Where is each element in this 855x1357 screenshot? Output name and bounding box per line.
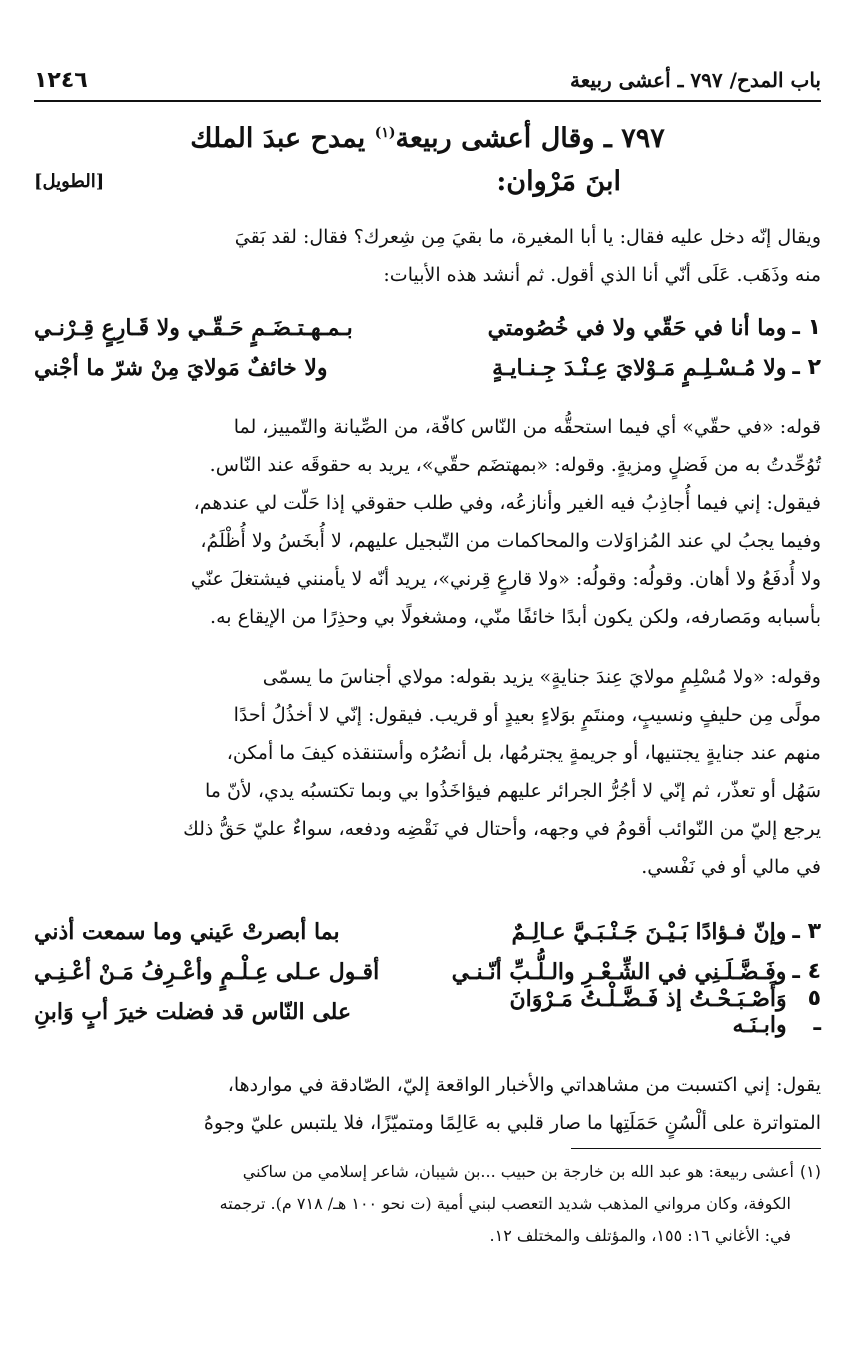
verse-line bbox=[34, 986, 821, 1038]
poem-title-main: ٧٩٧ ـ وقال أعشى ربيعة bbox=[395, 123, 665, 154]
verse-number: ٣ ـ bbox=[792, 919, 821, 944]
verse-number: ٥ ـ bbox=[807, 986, 821, 1036]
text-line: ويقال إنّه دخل عليه فقال: يا أبا المغيرة، ما بقيَ مِن شِعرك؟ فقال: لقد بَقيَ bbox=[234, 226, 821, 248]
commentary-paragraph-2 bbox=[34, 658, 821, 886]
text-line: يقول: إني اكتسبت من مشاهداتي والأخبار الواقعة إليّ، الصّادقة في مواردها، bbox=[227, 1074, 821, 1096]
text-line: منه وذَهَب. عَلَى أنّي أنا الذي أقول. ثم أنشد هذه الأبيات: bbox=[383, 264, 821, 286]
verse-second-hemistich: على النّاس قد فضلت خيرَ أبٍ وَابنِ bbox=[34, 999, 352, 1025]
verse-second-hemistich: أقـول عـلى عِـلْـمٍ وأعْـرِفُ مَـنْ أعْـنِـي bbox=[34, 959, 380, 985]
page-header bbox=[34, 60, 821, 102]
verses-group-2 bbox=[34, 912, 821, 1038]
footnote-line: الكوفة، وكان مرواني المذهب شديد التعصب لبني أمية (ت نحو ١٠٠ هـ/ ٧١٨ م). ترجمته bbox=[219, 1194, 791, 1213]
text-line: قوله: «في حقّي» أي فيما استحقُّه من النّاس كافّة، من الصِّيانة والتّمييز، لما bbox=[233, 416, 821, 438]
text-line: بأسبابه ومَصارفه، ولكن يكون أبدًا خائفًا منّي، ومشغولًا بي وحذِرًا من الإيقاع به. bbox=[210, 606, 821, 628]
verse-first-text: وإنّ فـؤادًا بَـيْـنَ جَـنْـبَـيَّ عـالِـمٌ bbox=[511, 919, 787, 945]
verse-first-hemistich bbox=[451, 355, 821, 381]
verse-first-hemistich bbox=[451, 986, 821, 1038]
verse-first-hemistich bbox=[451, 959, 821, 985]
verse-number: ٤ ـ bbox=[792, 959, 821, 984]
verse-line bbox=[34, 912, 821, 952]
footnote-marker: (١) bbox=[374, 125, 396, 141]
footnote-text: أعشى ربيعة: هو عبد الله بن خارجة بن حبيب ...بن شيبان، شاعر إسلامي من ساكني bbox=[242, 1162, 794, 1181]
text-line: يرجع إليّ من النّوائب أقومُ في وجهه، وأحتال في نَقْضِه ودفعه، سواءٌ عليّ حَقُّ ذلك bbox=[183, 818, 821, 840]
text-line: مولًى مِن حليفٍ ونسيبٍ، ومنتَمٍ بوَلاءٍ بعيدٍ أو قريب. فيقول: إنّي لا أخذُلُ أحدًا bbox=[233, 704, 821, 726]
verse-first-text: وما أنا في حَقّي ولا في خُصُومتي bbox=[487, 315, 787, 341]
text-line: منهم عند جنايةٍ يجتنيها، أو جريمةٍ يجترمُها، بل أنصُرُه وأستنقذه كيفَ ما أمكن، bbox=[226, 742, 821, 764]
verse-second-hemistich: ولا خائفٌ مَولايَ مِنْ شرّ ما أجْني bbox=[34, 355, 328, 381]
verse-second-hemistich: بـمـهـتـضَـمٍ حَـقّـي ولا قَـارِعٍ قِـرْنـي bbox=[34, 315, 353, 341]
verse-first-text: ولا مُـسْـلِـمٍ مَـوْلايَ عِـنْـدَ جِـنـايـةٍ bbox=[492, 355, 787, 381]
verses-group-1 bbox=[34, 308, 821, 388]
footnote-number: (١) bbox=[799, 1162, 821, 1181]
text-line: وقوله: «ولا مُسْلِمٍ مولايَ عِندَ جنايةٍ» يزيد بقوله: مولاي أجناسَ ما يسمّى bbox=[262, 666, 821, 688]
poem-title-continuation: ابنَ مَرْوان: bbox=[496, 166, 621, 197]
footnote-line bbox=[34, 1156, 821, 1188]
poem-title bbox=[34, 110, 821, 162]
page-number: ١٢٤٦ bbox=[34, 67, 88, 93]
verse-number: ١ ـ bbox=[792, 315, 821, 340]
text-line: سَهُل أو تعذّر، ثم إنّي لا أجُرُّ الجرائر عليهم فيؤاخَذُوا بي وبما تكتسبُه يدي، لأنّ ما bbox=[204, 780, 821, 802]
verse-line bbox=[34, 308, 821, 348]
text-line: تُوُحِّدتُ به من فَضلٍ ومزيةٍ. وقوله: «بمهتضَم حقّي»، يريد به حقوقَه عند النّاس. bbox=[209, 454, 821, 476]
text-line: وفيما يجبُ لي عند المُزاوَلات والمحاكمات من التّبجيل عليهم، لا أُبخَسُ ولا أُظْلَمُ، bbox=[200, 530, 821, 552]
verse-first-text: وَأَصْـبَـحْـتُ إذ فَـضَّـلْـتُ مَـرْوَانَ وابـنَـه bbox=[509, 986, 787, 1038]
footnote bbox=[34, 1156, 821, 1252]
intro-paragraph bbox=[34, 218, 821, 294]
verse-first-hemistich bbox=[451, 919, 821, 945]
verse-second-hemistich: بما أبصرتْ عَيني وما سمعت أذني bbox=[34, 919, 340, 945]
verse-first-text: وفَـضَّـلَـنِي في الشِّـعْـرِ والـلُّـبِّ أنّـنـي bbox=[451, 959, 787, 985]
running-title: باب المدح/ ٧٩٧ ـ أعشى ربيعة bbox=[570, 68, 821, 92]
verse-number: ٢ ـ bbox=[792, 355, 821, 380]
commentary-paragraph-1 bbox=[34, 408, 821, 636]
poem-title-rest: يمدح عبدَ الملك bbox=[190, 123, 366, 154]
commentary-paragraph-3 bbox=[34, 1066, 821, 1142]
meter-label: [الطويل] bbox=[34, 171, 105, 192]
poem-heading bbox=[34, 110, 821, 197]
text-line: فيقول: إني فيما أُجاذِبُ فيه الغير وأنازعُه، وفي طلب حقوقي إذا حَلّت لي عندهم، bbox=[193, 492, 821, 514]
text-line: ولا أُدفَعُ ولا أهان. وقولُه: وقولُه: «ولا قارعٍ قِرني»، يريد أنّه لا يأمنني فيشتغلَ عنّي bbox=[190, 568, 821, 590]
text-line: المتواترة على ألْسُنٍ حَمَلَتِها ما صار قلبي به عَالِمًا ومتميّزًا، فلا يلتبس عليّ وجوهُ bbox=[203, 1112, 821, 1134]
text-line: في مالي أو في نَفْسي. bbox=[641, 856, 821, 878]
poem-title-line2 bbox=[34, 166, 821, 197]
verse-first-hemistich bbox=[451, 315, 821, 341]
verse-line bbox=[34, 348, 821, 388]
footnote-divider bbox=[571, 1148, 821, 1149]
footnote-line: في: الأغاني ١٦: ١٥٥، والمؤتلف والمختلف ١٢. bbox=[489, 1226, 791, 1245]
